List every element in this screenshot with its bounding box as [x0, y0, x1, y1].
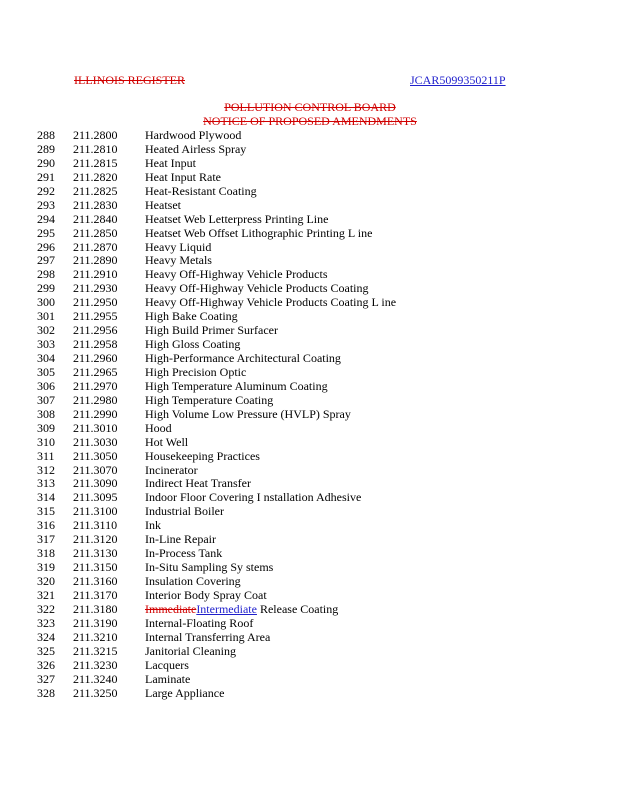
- inserted-text: Intermediate: [196, 601, 257, 616]
- term-cell: [145, 645, 597, 659]
- term-cell: [145, 631, 597, 645]
- line-number: 300: [37, 295, 55, 310]
- term-text: Indoor Floor Covering I nstallation Adhesive: [145, 490, 362, 505]
- section-number: 211.3170: [73, 587, 118, 602]
- line-number: 289: [37, 141, 55, 156]
- section-number: 211.3010: [73, 420, 118, 435]
- line-number: 288: [37, 128, 55, 142]
- term-cell: [145, 450, 597, 464]
- section-number: 211.3160: [73, 574, 118, 588]
- section-number: 211.3070: [73, 462, 118, 477]
- list-item: [37, 310, 597, 324]
- section-number: 211.2990: [73, 406, 118, 421]
- list-item: [37, 589, 597, 603]
- list-item: [37, 422, 597, 436]
- term-text: Heavy Off-Highway Vehicle Products: [145, 267, 328, 282]
- list-item: [37, 673, 597, 687]
- line-number: 295: [37, 225, 55, 240]
- term-cell: [145, 227, 597, 241]
- list-item: [37, 547, 597, 561]
- list-item: [37, 241, 597, 255]
- line-number: 325: [37, 643, 55, 658]
- definitions-list: [37, 129, 597, 700]
- term-cell: [145, 338, 597, 352]
- section-number: 211.3120: [73, 532, 118, 547]
- term-cell: [145, 282, 597, 296]
- term-text: In-Situ Sampling Sy stems: [145, 560, 274, 575]
- term-cell: [145, 199, 597, 213]
- term-text: Insulation Covering: [145, 574, 241, 588]
- line-number: 307: [37, 392, 55, 407]
- section-number: 211.3180: [73, 601, 118, 616]
- term-cell: [145, 366, 597, 380]
- list-item: [37, 477, 597, 491]
- term-cell: [145, 394, 597, 408]
- line-number: 303: [37, 337, 55, 352]
- list-item: [37, 157, 597, 171]
- list-item: [37, 533, 597, 547]
- term-text: Heatset Web Offset Lithographic Printing L ine: [145, 225, 373, 240]
- list-item: [37, 227, 597, 241]
- list-item: [37, 143, 597, 157]
- section-number: 211.2830: [73, 197, 118, 212]
- term-cell: [145, 352, 597, 366]
- line-number: 310: [37, 434, 55, 449]
- line-number: 317: [37, 532, 55, 547]
- term-cell: [145, 268, 597, 282]
- section-number: 211.3090: [73, 476, 118, 491]
- list-item: [37, 185, 597, 199]
- list-item: [37, 575, 597, 589]
- term-cell: [145, 143, 597, 157]
- list-item: [37, 199, 597, 213]
- line-number: 328: [37, 685, 55, 700]
- term-cell: [145, 533, 597, 547]
- term-text: High-Performance Architectural Coating: [145, 351, 341, 365]
- term-cell: [145, 477, 597, 491]
- line-number: 298: [37, 267, 55, 282]
- section-number: 211.3150: [73, 560, 118, 575]
- section-number: 211.2815: [73, 155, 118, 170]
- term-text: Indirect Heat Transfer: [145, 476, 251, 491]
- section-number: 211.2965: [73, 364, 118, 379]
- list-item: [37, 338, 597, 352]
- section-number: 211.3250: [73, 685, 118, 700]
- term-cell: [145, 254, 597, 268]
- term-text: Industrial Boiler: [145, 504, 224, 519]
- section-number: 211.2960: [73, 351, 118, 365]
- line-number: 312: [37, 462, 55, 477]
- list-item: [37, 491, 597, 505]
- line-number: 301: [37, 309, 55, 324]
- line-number: 292: [37, 183, 55, 198]
- term-cell: [145, 324, 597, 338]
- term-cell: [145, 436, 597, 450]
- section-number: 211.3215: [73, 643, 118, 658]
- section-number: 211.2950: [73, 295, 118, 310]
- term-text: Heavy Liquid: [145, 239, 212, 254]
- list-item: [37, 324, 597, 338]
- deleted-text: Immediate: [145, 601, 197, 616]
- term-text: Heated Airless Spray: [145, 141, 247, 156]
- term-cell: [145, 505, 597, 519]
- term-text: Heavy Off-Highway Vehicle Products Coating: [145, 281, 369, 296]
- line-number: 290: [37, 155, 55, 170]
- term-cell: [145, 296, 597, 310]
- term-text: Heat-Resistant Coating: [145, 183, 257, 198]
- term-text: Internal-Floating Roof: [145, 615, 254, 630]
- term-text: Incinerator: [145, 462, 198, 477]
- line-number: 315: [37, 504, 55, 519]
- line-number: 306: [37, 378, 55, 393]
- section-number: 211.3100: [73, 504, 118, 519]
- line-number: 293: [37, 197, 55, 212]
- section-number: 211.2810: [73, 141, 118, 156]
- line-number: 302: [37, 323, 55, 338]
- term-text: Laminate: [145, 671, 191, 686]
- section-number: 211.2800: [73, 128, 118, 142]
- section-number: 211.2970: [73, 378, 118, 393]
- line-number: 321: [37, 587, 55, 602]
- page-title: [0, 100, 618, 128]
- term-text: High Temperature Coating: [145, 392, 274, 407]
- line-number: 316: [37, 518, 55, 533]
- term-cell: [145, 157, 597, 171]
- term-text: Housekeeping Practices: [145, 448, 260, 463]
- section-number: 211.2890: [73, 253, 118, 268]
- term-cell: [145, 561, 597, 575]
- list-item: [37, 519, 597, 533]
- section-number: 211.2910: [73, 267, 118, 282]
- term-text: Release Coating: [256, 601, 339, 616]
- term-cell: [145, 547, 597, 561]
- list-item: [37, 380, 597, 394]
- term-text: High Precision Optic: [145, 364, 247, 379]
- list-item: [37, 213, 597, 227]
- list-item: [37, 366, 597, 380]
- term-text: Janitorial Cleaning: [145, 643, 236, 658]
- term-text: Internal Transferring Area: [145, 629, 271, 644]
- section-number: 211.2980: [73, 392, 118, 407]
- section-number: 211.3240: [73, 671, 118, 686]
- section-number: 211.2930: [73, 281, 118, 296]
- term-cell: [145, 589, 597, 603]
- list-item: [37, 561, 597, 575]
- section-number: 211.3130: [73, 546, 118, 561]
- line-number: 327: [37, 671, 55, 686]
- term-cell: [145, 129, 597, 143]
- list-item: [37, 352, 597, 366]
- list-item: [37, 296, 597, 310]
- term-cell: [145, 464, 597, 478]
- list-item: [37, 268, 597, 282]
- term-text: High Bake Coating: [145, 309, 238, 324]
- list-item: [37, 129, 597, 143]
- term-cell: [145, 603, 597, 617]
- list-item: [37, 659, 597, 673]
- line-number: 313: [37, 476, 55, 491]
- term-text: High Build Primer Surfacer: [145, 323, 278, 338]
- line-number: 323: [37, 615, 55, 630]
- term-cell: [145, 171, 597, 185]
- list-item: [37, 282, 597, 296]
- line-number: 294: [37, 211, 55, 226]
- term-text: Heavy Metals: [145, 253, 212, 268]
- term-text: In-Line Repair: [145, 532, 216, 547]
- section-number: 211.3210: [73, 629, 118, 644]
- line-number: 326: [37, 657, 55, 672]
- term-cell: [145, 241, 597, 255]
- line-number: 318: [37, 546, 55, 561]
- term-cell: [145, 185, 597, 199]
- term-text: Heat Input Rate: [145, 169, 221, 184]
- term-text: Heatset: [145, 197, 181, 212]
- section-number: 211.2956: [73, 323, 118, 338]
- line-number: 311: [37, 448, 55, 463]
- list-item: [37, 645, 597, 659]
- section-number: 211.2870: [73, 239, 118, 254]
- term-text: Heatset Web Letterpress Printing Line: [145, 211, 329, 226]
- section-number: 211.2825: [73, 183, 118, 198]
- list-item: [37, 631, 597, 645]
- list-item: [37, 505, 597, 519]
- term-cell: [145, 213, 597, 227]
- line-number: 322: [37, 601, 55, 616]
- section-number: 211.3110: [73, 518, 118, 533]
- list-item: [37, 394, 597, 408]
- line-number: 320: [37, 574, 55, 588]
- section-number: 211.3190: [73, 615, 118, 630]
- line-number: 314: [37, 490, 55, 505]
- term-cell: [145, 380, 597, 394]
- line-number: 308: [37, 406, 55, 421]
- list-item: [37, 171, 597, 185]
- line-number: 299: [37, 281, 55, 296]
- list-item: [37, 687, 597, 701]
- term-text: In-Process Tank: [145, 546, 223, 561]
- list-item: [37, 450, 597, 464]
- section-number: 211.2820: [73, 169, 118, 184]
- term-text: Lacquers: [145, 657, 189, 672]
- term-text: Heavy Off-Highway Vehicle Products Coating L ine: [145, 295, 397, 310]
- term-text: Hardwood Plywood: [145, 128, 242, 142]
- term-text: High Gloss Coating: [145, 337, 241, 352]
- list-item: [37, 617, 597, 631]
- term-text: Large Appliance: [145, 685, 225, 700]
- board-title: POLLUTION CONTROL BOARD: [224, 100, 396, 114]
- list-item: [37, 254, 597, 268]
- term-cell: [145, 687, 597, 701]
- term-cell: [145, 519, 597, 533]
- term-cell: [145, 673, 597, 687]
- document-id-link[interactable]: JCAR5099350211P: [410, 73, 506, 87]
- term-cell: [145, 659, 597, 673]
- term-cell: [145, 408, 597, 422]
- section-number: 211.2840: [73, 211, 118, 226]
- list-item: [37, 436, 597, 450]
- line-number: 305: [37, 364, 55, 379]
- section-number: 211.2850: [73, 225, 118, 240]
- term-text: Hot Well: [145, 434, 189, 449]
- section-number: 211.3230: [73, 657, 118, 672]
- line-number: 304: [37, 351, 55, 365]
- term-cell: [145, 617, 597, 631]
- term-text: High Temperature Aluminum Coating: [145, 378, 328, 393]
- line-number: 319: [37, 560, 55, 575]
- line-number: 309: [37, 420, 55, 435]
- section-number: 211.3050: [73, 448, 118, 463]
- line-number: 324: [37, 629, 55, 644]
- line-number: 296: [37, 239, 55, 254]
- section-number: 211.3095: [73, 490, 118, 505]
- line-number: 297: [37, 253, 55, 268]
- section-number: 211.2958: [73, 337, 118, 352]
- section-number: 211.2955: [73, 309, 118, 324]
- line-number: 291: [37, 169, 55, 184]
- term-text: Heat Input: [145, 155, 196, 170]
- term-cell: [145, 575, 597, 589]
- term-text: Hood: [145, 420, 172, 435]
- list-item: [37, 408, 597, 422]
- list-item: [37, 464, 597, 478]
- section-number: 211.3030: [73, 434, 118, 449]
- term-cell: [145, 491, 597, 505]
- term-cell: [145, 422, 597, 436]
- register-header: ILLINOIS REGISTER: [74, 73, 185, 87]
- term-text: Interior Body Spray Coat: [145, 587, 267, 602]
- list-item: [37, 603, 597, 617]
- notice-title: NOTICE OF PROPOSED AMENDMENTS: [203, 114, 417, 128]
- term-text: High Volume Low Pressure (HVLP) Spray: [145, 406, 351, 421]
- term-cell: [145, 310, 597, 324]
- term-text: Ink: [145, 518, 161, 533]
